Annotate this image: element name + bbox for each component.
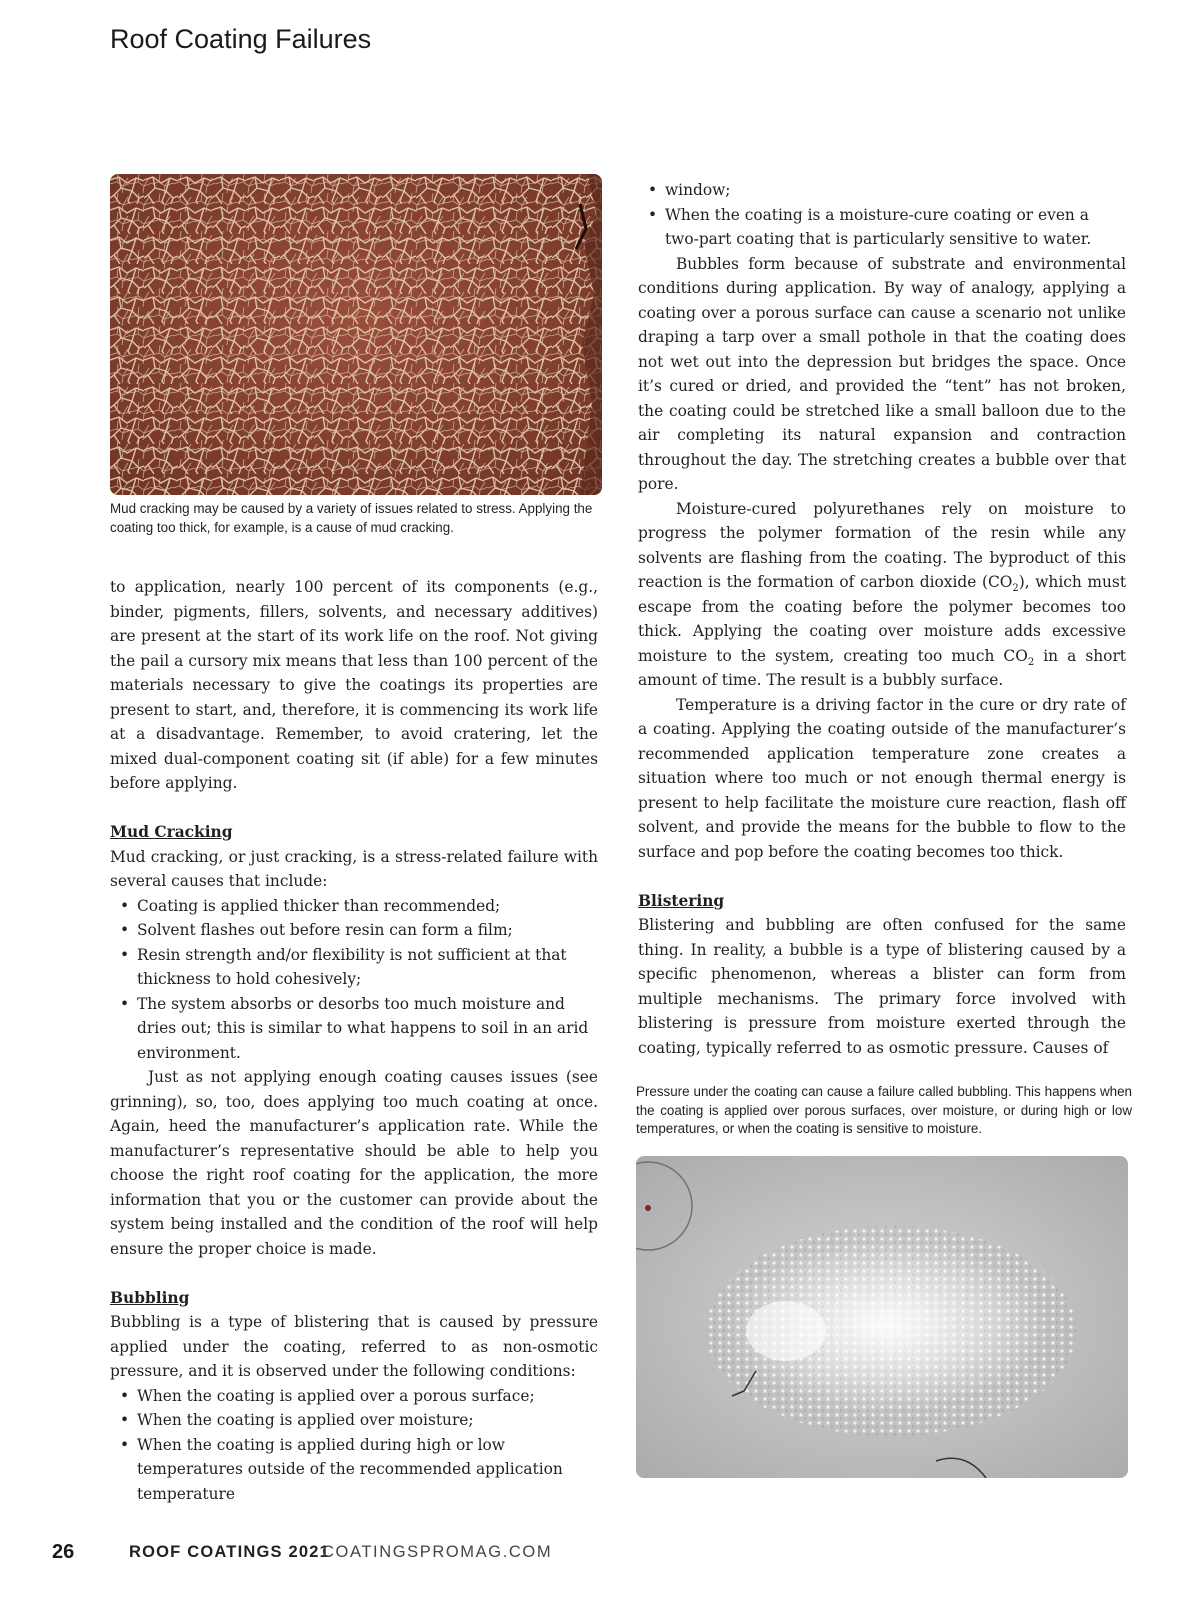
list-item-continued <box>665 178 1126 203</box>
list-item: • When the coating is applied during high or low temperatures outside of the recommended application temperature <box>137 1433 598 1507</box>
bubbling-conditions <box>110 1384 598 1507</box>
moisture-text-c: in a short amount of time. The result is a bubbly surface. <box>638 646 1126 689</box>
moisture-text-b: ), which must escape from the coating before the polymer becomes too thick. Applying the coating over moisture adds excessive moisture to the system, creating too much CO <box>638 573 1126 665</box>
mud-cracking-lead: Mud cracking, or just cracking, is a stress-related failure with several causes that include: <box>110 847 598 890</box>
moisture-text-a: Moisture-cured polyurethanes rely on moisture to progress the polymer formation of the resin while any solvents are flashing from the coating. The byproduct of this reaction is the formation of carbon dioxide (CO <box>638 499 1126 591</box>
mud-cracking-caption: Mud cracking may be caused by a variety of issues related to stress. Applying the coating too thick, for example, is a cause of mud cracking. <box>110 501 593 535</box>
subscript-2: 2 <box>1012 583 1019 595</box>
temperature-paragraph: Temperature is a driving factor in the cure or dry rate of a coating. Applying the coating outside of the manufacturer’s recommended application temperature zone creates a situation where too much or not enough thermal energy is present to help facilitate the moisture cure reaction, flash off solvent, and provide the means for the bubble to flow to the surface and pop before the coating becomes too thick. <box>638 695 1126 861</box>
list-item: • Resin strength and/or flexibility is not sufficient at that thickness to hold cohesively; <box>137 943 598 992</box>
continued-text: window; <box>665 181 731 199</box>
bubbling-caption: Pressure under the coating can cause a failure called bubbling. This happens when the coating is applied over porous surfaces, over moisture, or during high or low temperatures, or when the coating is sensitive to moisture. <box>636 1084 1132 1136</box>
publication-name: ROOF COATINGS 2021 <box>129 1543 330 1561</box>
list-item: • Coating is applied thicker than recommended; <box>137 894 598 919</box>
subscript-2: 2 <box>1027 656 1035 668</box>
intro-paragraph: to application, nearly 100 percent of its components (e.g., binder, pigments, fillers, solvents, and necessary additives) are present at the start of its work life on the roof. Not giving the pail a cursory mix means that less than 100 percent of the materials necessary to give the coatings its properties are present to start, and, therefore, it is commencing its work life at a disadvantage. Remember, to avoid cratering, let the mixed dual-component coating sit (if able) for a few minutes before applying. <box>110 578 598 792</box>
bubbling-lead: Bubbling is a type of blistering that is caused by pressure applied under the coating, referred to as non-osmotic pressure, and it is observed under the following conditions: <box>110 1313 598 1380</box>
running-head: Roof Coating Failures <box>110 24 372 54</box>
page-number: 26 <box>52 1541 75 1563</box>
bubbling-heading: Bubbling <box>110 1288 190 1307</box>
website-url: COATINGSPROMAG.COM <box>322 1543 553 1561</box>
right-column <box>638 178 1126 1060</box>
moisture-paragraph <box>638 497 1126 693</box>
mud-cracking-heading: Mud Cracking <box>110 823 233 841</box>
bubbles-paragraph: Bubbles form because of substrate and environmental conditions during application. By way of analogy, applying a coating over a porous surface can cause a scenario not unlike draping a tarp over a small pothole in that the coating does not wet out into the depression but bridges the space. Once it’s cured or dried, and provided the “tent” has not broken, the coating could be stretched like a small balloon due to the air completing its natural expansion and contraction throughout the day. The stretching creates a bubble over that pore. <box>638 254 1126 493</box>
bubbling-conditions-continued <box>638 178 1126 252</box>
list-item: • When the coating is applied over a porous surface; <box>137 1384 598 1409</box>
mud-cracking-causes <box>110 894 598 1066</box>
list-item: • When the coating is applied over moisture; <box>137 1408 598 1433</box>
list-item: • When the coating is a moisture-cure coating or even a two-part coating that is particularly sensitive to water. <box>665 203 1126 252</box>
left-column <box>110 575 598 1506</box>
list-item: • The system absorbs or desorbs too much moisture and dries out; this is similar to what happens to soil in an arid environment. <box>137 992 598 1066</box>
mud-cracking-paragraph: Just as not applying enough coating causes issues (see grinning), so, too, does applying too much coating at once. Again, heed the manufacturer’s application rate. While the manufacturer’s representative should be able to help you choose the right roof coating for the application, the more information that you or the customer can provide about the system being installed and the condition of the roof will help ensure the proper choice is made. <box>110 1068 598 1258</box>
blistering-heading: Blistering <box>638 891 725 910</box>
blistering-paragraph: Blistering and bubbling are often confused for the same thing. In reality, a bubble is a type of blistering caused by a specific phenomenon, whereas a blister can form from multiple mechanisms. The primary force involved with blistering is pressure from moisture exerted through the coating, typically referred to as osmotic pressure. Causes of <box>638 916 1126 1057</box>
list-item: • Solvent flashes out before resin can form a film; <box>137 918 598 943</box>
bubbling-photo <box>636 1156 1128 1478</box>
mud-cracking-photo <box>110 174 602 495</box>
